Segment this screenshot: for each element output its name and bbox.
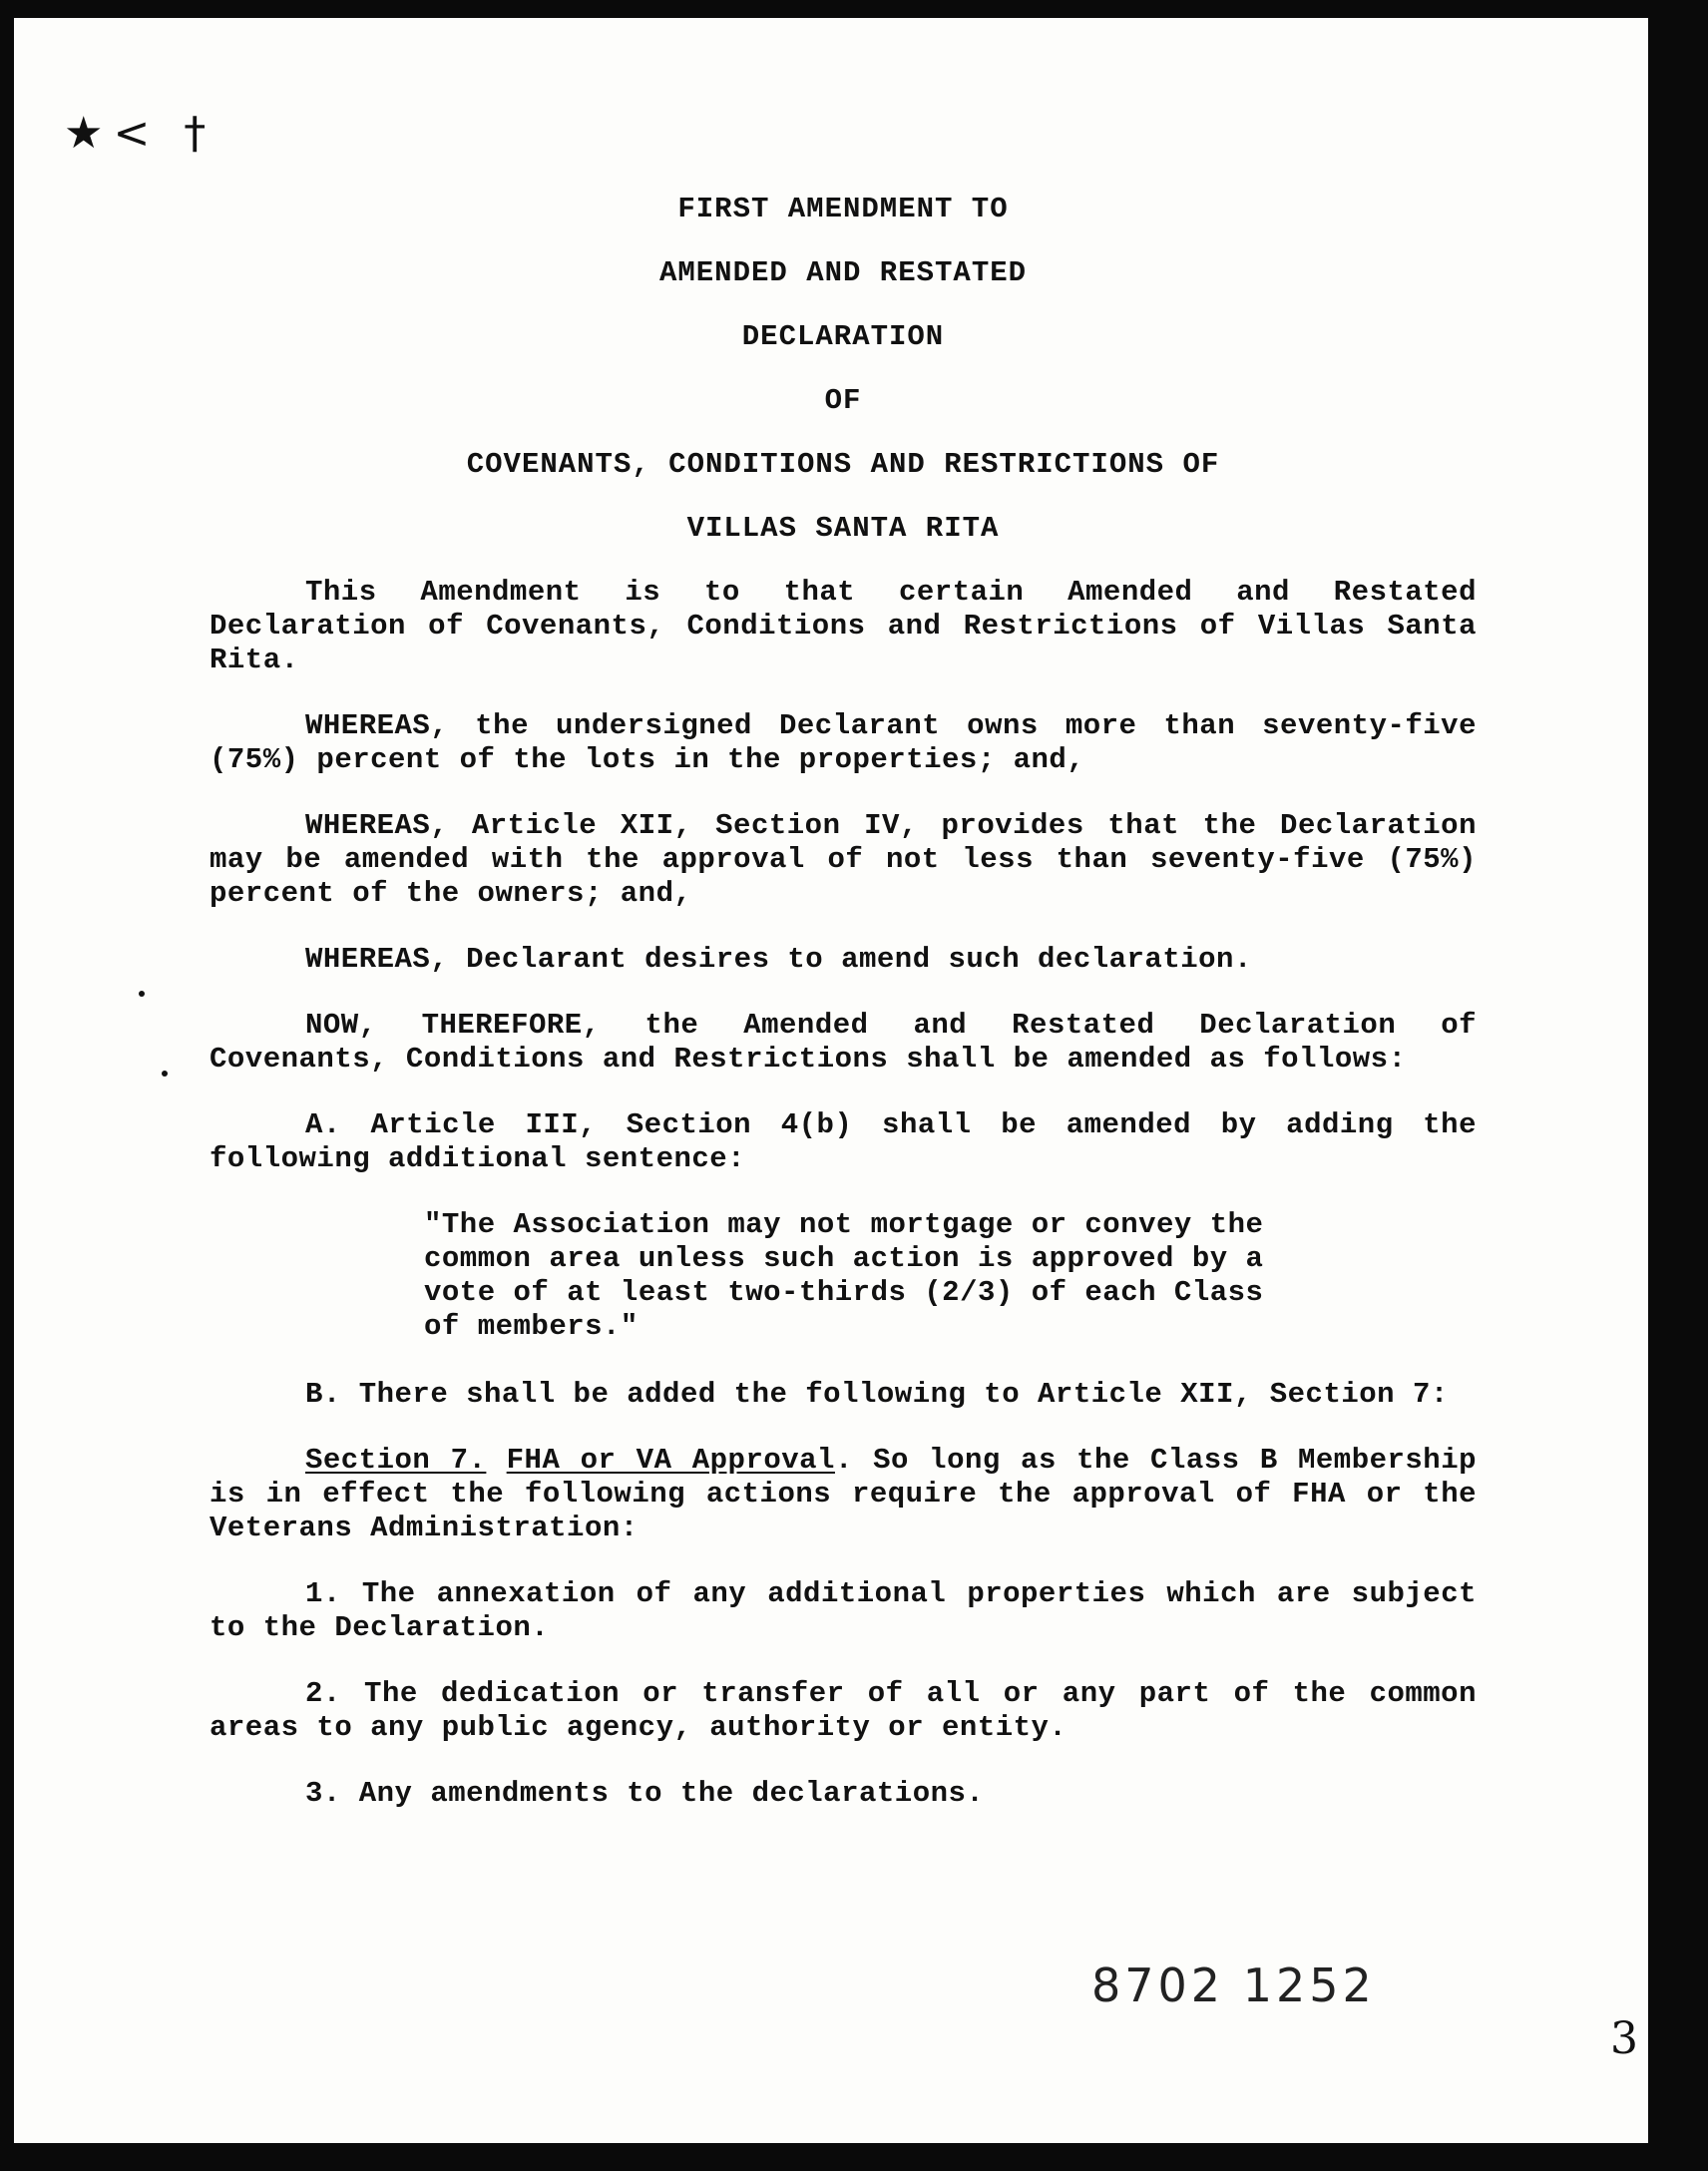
amendment-item-a: A. Article III, Section 4(b) shall be amended by adding the following additional sentence: [210, 1108, 1477, 1175]
scan-speck [162, 1071, 168, 1077]
whereas-paragraph-3: WHEREAS, Declarant desires to amend such declaration. [305, 943, 1252, 976]
document-stamp-number: 8702 1252 [1091, 1958, 1376, 2012]
scan-speck [139, 991, 145, 997]
document-body [210, 193, 1506, 1843]
section-7-text: . So long as the Class B Membership is in effect the following actions require the approval of FHA or the Veterans Administration: [210, 1444, 1478, 1544]
page-corner-mark: 3 [1610, 2013, 1638, 2064]
numbered-item-1: 1. The annexation of any additional properties which are subject to the Declaration. [210, 1577, 1477, 1644]
handwritten-marks: ★< † [64, 108, 216, 159]
title-line-2: AMENDED AND RESTATED [658, 256, 1028, 289]
title-line-6: VILLAS SANTA RITA [686, 512, 1000, 545]
numbered-item-3: 3. Any amendments to the declarations. [305, 1777, 985, 1810]
whereas-paragraph-2: WHEREAS, Article XII, Section IV, provides that the Declaration may be amended with the approval of not less than seventy-five (75%) percent of the owners; and, [210, 809, 1477, 910]
section-7-heading: Section 7. [305, 1444, 487, 1477]
whereas-paragraph-1: WHEREAS, the undersigned Declarant owns more than seventy-five (75%) percent of the lots in the properties; and, [210, 709, 1477, 776]
title-line-5: COVENANTS, CONDITIONS AND RESTRICTIONS OF [466, 448, 1220, 481]
numbered-item-2: 2. The dedication or transfer of all or any part of the common areas to any public agency, authority or entity. [210, 1677, 1477, 1744]
intro-paragraph: This Amendment is to that certain Amended and Restated Declaration of Covenants, Conditions and Restrictions of Villas Santa Rita. [210, 576, 1477, 676]
title-line-4: OF [824, 384, 862, 417]
document-page [14, 18, 1648, 2143]
amendment-item-b: B. There shall be added the following to Article XII, Section 7: [305, 1378, 1449, 1411]
quoted-sentence: "The Association may not mortgage or convey the common area unless such action is approved by a vote of at least two-thirds (2/3) of each Class of members." [424, 1208, 1264, 1343]
title-line-1: FIRST AMENDMENT TO [677, 193, 1009, 225]
section-7-paragraph [210, 1444, 1477, 1545]
section-7-subheading: FHA or VA Approval [506, 1444, 835, 1477]
now-therefore-paragraph: NOW, THEREFORE, the Amended and Restated Declaration of Covenants, Conditions and Restrictions shall be amended as follows: [210, 1009, 1477, 1076]
document-title [210, 193, 1477, 546]
title-line-3: DECLARATION [741, 320, 945, 353]
